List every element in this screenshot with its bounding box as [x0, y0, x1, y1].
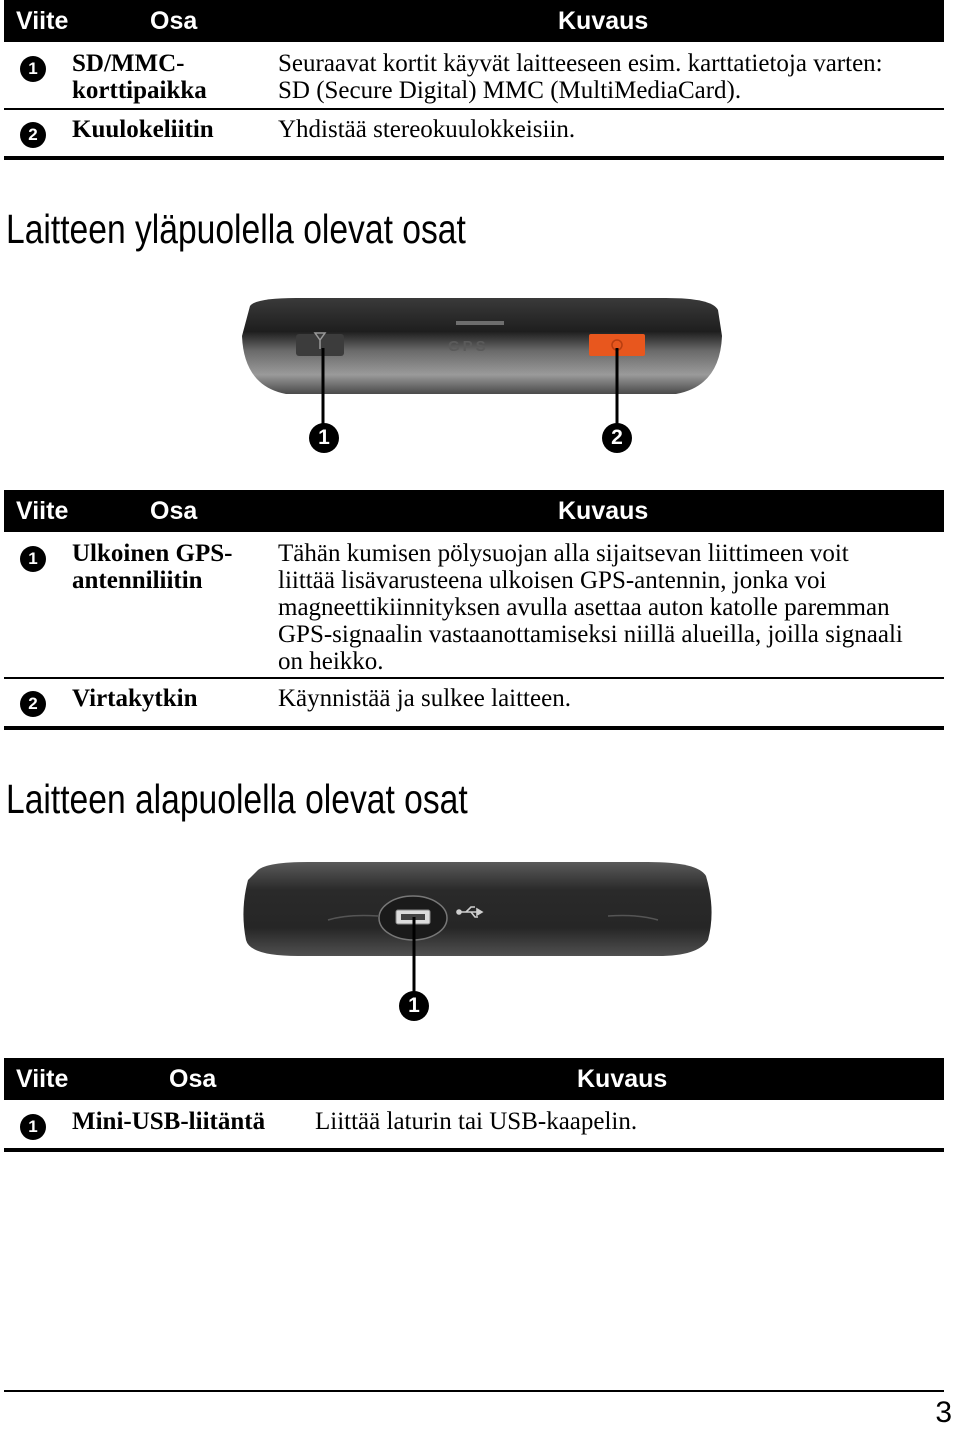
callout-line-bottom [400, 915, 430, 995]
table-header [4, 0, 944, 42]
row-divider [4, 108, 944, 110]
header-ref: Viite [16, 1065, 69, 1093]
ref-number: 2 [20, 691, 46, 717]
header-part: Osa [150, 7, 198, 35]
footer-rule [4, 1390, 944, 1392]
device-bottom-view [238, 860, 718, 960]
part-name: Mini-USB-liitäntä [72, 1108, 266, 1135]
ref-number: 1 [20, 1114, 46, 1140]
header-part: Osa [150, 497, 198, 525]
header-desc: Kuvaus [558, 7, 649, 35]
callout-2: 2 [602, 423, 632, 453]
part-description: Liittää laturin tai USB-kaapelin. [315, 1108, 638, 1135]
section-heading-bottom: Laitteen alapuolella olevat osat [6, 776, 468, 822]
part-name: Kuulokeliitin [72, 116, 214, 143]
header-ref: Viite [16, 497, 69, 525]
part-description: Yhdistää stereokuulokkeisiin. [278, 116, 576, 143]
callout-1: 1 [309, 423, 339, 453]
ref-number: 1 [20, 546, 46, 572]
table-header [4, 1058, 944, 1100]
part-name: SD/MMC- korttipaikka [72, 50, 207, 104]
table-header [4, 490, 944, 532]
table-bottom-rule [4, 726, 944, 730]
row-divider [4, 677, 944, 679]
header-part: Osa [169, 1065, 217, 1093]
callout-lines-top [300, 340, 640, 430]
part-name: Ulkoinen GPS- antenniliitin [72, 540, 233, 594]
ref-number: 1 [20, 56, 46, 82]
device-gps-label: GPS [448, 338, 489, 355]
callout-1: 1 [399, 991, 429, 1021]
part-description: Käynnistää ja sulkee laitteen. [278, 685, 571, 712]
ref-number: 2 [20, 122, 46, 148]
table-bottom-rule [4, 1148, 944, 1152]
part-description: Seuraavat kortit käyvät laitteeseen esim. karttatietoja varten: SD (Secure Digital) MMC (MultiMediaCard). [278, 50, 883, 104]
part-description: Tähän kumisen pölysuojan alla sijaitsevan liittimeen voit liittää lisävarusteena ulkoisen GPS-antennin, jonka voi magneettikiinnityksen avulla asettaa auton katolle paremman GPS-signaalin vastaanottamiseksi niillä alueilla, joilla signaali on heikko. [278, 540, 903, 675]
page-number: 3 [935, 1396, 952, 1429]
header-desc: Kuvaus [577, 1065, 668, 1093]
header-desc: Kuvaus [558, 497, 649, 525]
section-heading-top: Laitteen yläpuolella olevat osat [6, 206, 466, 252]
header-ref: Viite [16, 7, 69, 35]
part-name: Virtakytkin [72, 685, 198, 712]
table-bottom-rule [4, 156, 944, 160]
